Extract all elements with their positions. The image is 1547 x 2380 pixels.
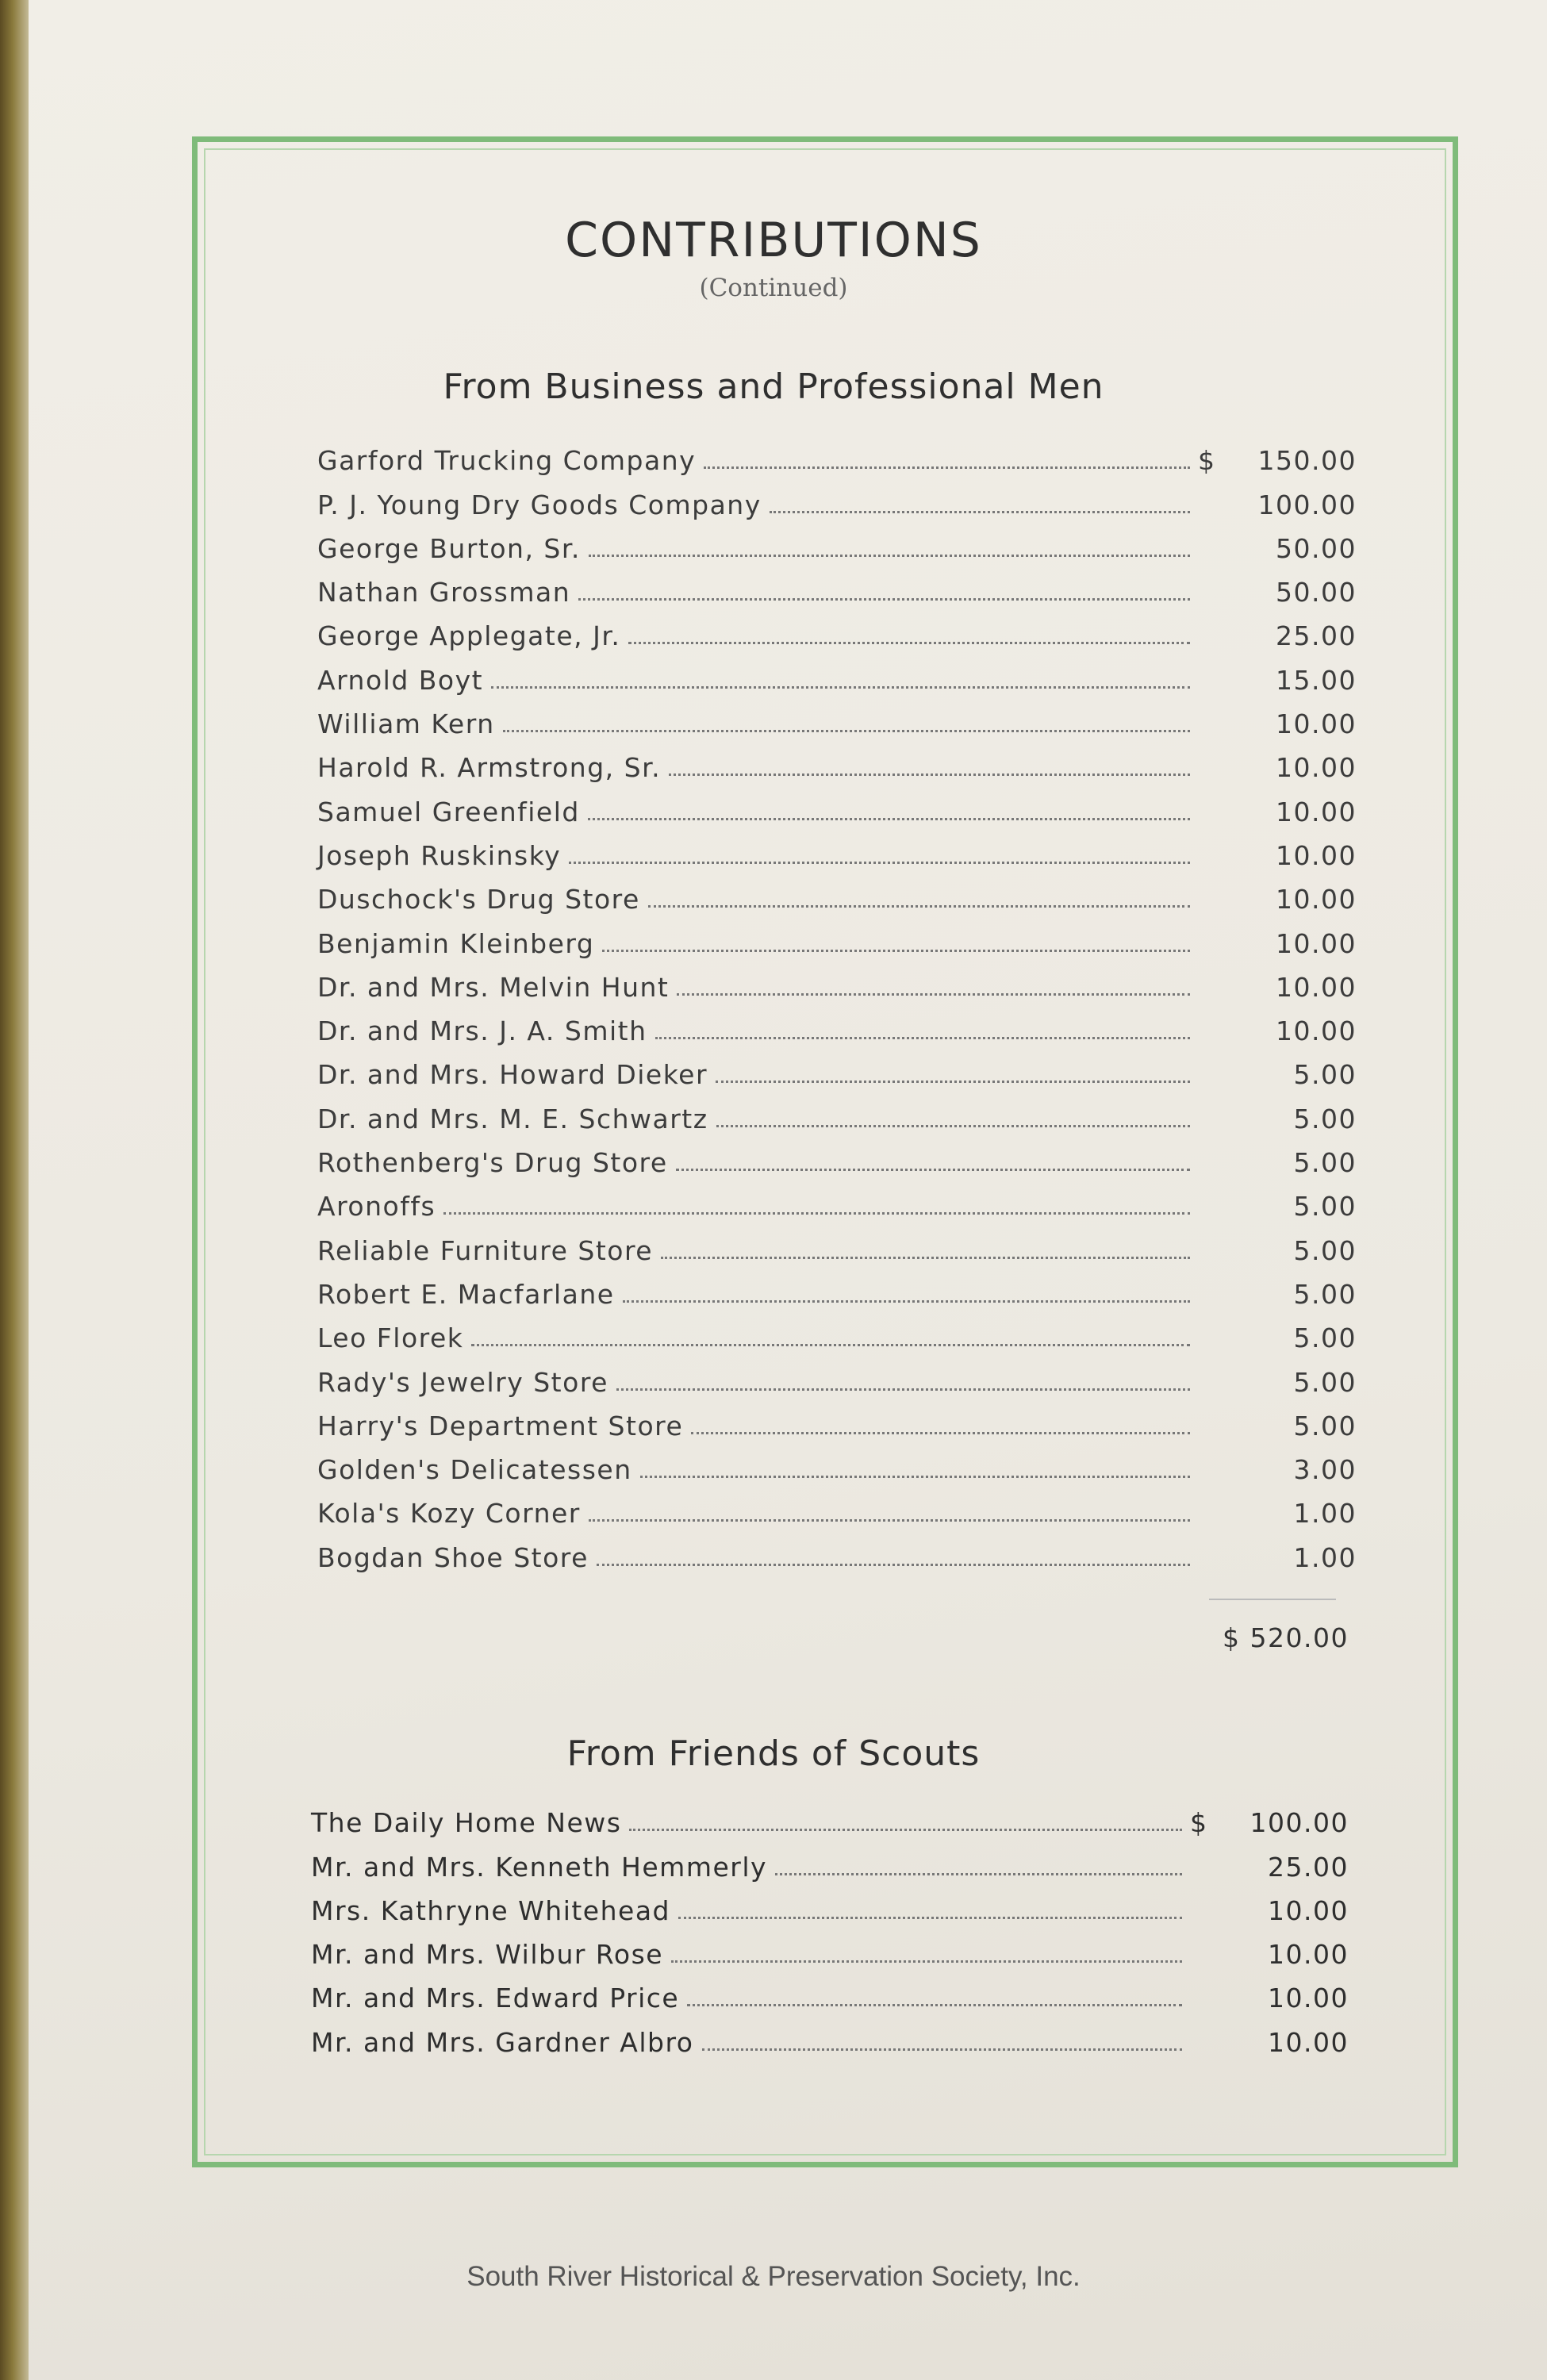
amount-value: 15.00 bbox=[1276, 664, 1357, 696]
amount-value: 10.00 bbox=[1276, 752, 1357, 784]
contribution-row bbox=[317, 1441, 1357, 1485]
contributor-name: Rady's Jewelry Store bbox=[317, 1366, 608, 1398]
dot-leader bbox=[661, 1257, 1190, 1259]
currency-sign bbox=[1198, 1147, 1222, 1178]
dot-leader bbox=[671, 1960, 1182, 1963]
contribution-amount bbox=[1190, 1807, 1349, 1838]
page-subtitle: (Continued) bbox=[699, 274, 848, 302]
contribution-row bbox=[311, 1838, 1349, 1882]
contributor-name: Golden's Delicatessen bbox=[317, 1454, 632, 1486]
amount-value: 3.00 bbox=[1293, 1454, 1357, 1486]
currency-sign bbox=[1198, 1059, 1222, 1090]
amount-value: 1.00 bbox=[1293, 1498, 1357, 1530]
amount-value: 5.00 bbox=[1293, 1234, 1357, 1266]
amount-value: 100.00 bbox=[1257, 489, 1357, 520]
amount-value: 10.00 bbox=[1276, 708, 1357, 740]
dot-leader bbox=[655, 1037, 1190, 1039]
currency-sign bbox=[1198, 1411, 1222, 1441]
contribution-row bbox=[317, 1353, 1357, 1397]
dot-leader bbox=[589, 555, 1190, 557]
contributor-name: Arnold Boyt bbox=[317, 664, 484, 696]
currency-sign bbox=[1198, 489, 1222, 520]
amount-value: 10.00 bbox=[1276, 839, 1357, 871]
dot-leader bbox=[578, 598, 1190, 601]
contribution-row bbox=[311, 2013, 1349, 2057]
dot-leader bbox=[623, 1300, 1190, 1303]
contribution-amount bbox=[1198, 533, 1357, 564]
amount-value: 5.00 bbox=[1293, 1410, 1357, 1441]
amount-value: 1.00 bbox=[1293, 1541, 1357, 1573]
dot-leader bbox=[443, 1212, 1190, 1215]
business-contribution-list bbox=[317, 432, 1357, 1573]
currency-sign bbox=[1198, 1235, 1222, 1266]
contributor-name: Mr. and Mrs. Wilbur Rose bbox=[311, 1939, 664, 1971]
amount-value: 25.00 bbox=[1276, 620, 1357, 652]
contribution-amount bbox=[1198, 1235, 1357, 1266]
contribution-row bbox=[317, 915, 1357, 958]
contribution-row bbox=[311, 1926, 1349, 1970]
contributor-name: Dr. and Mrs. J. A. Smith bbox=[317, 1015, 647, 1047]
contributor-name: William Kern bbox=[317, 708, 495, 740]
dot-leader bbox=[640, 1476, 1190, 1478]
contributor-name: Harold R. Armstrong, Sr. bbox=[317, 752, 662, 784]
contribution-amount bbox=[1198, 884, 1357, 915]
contribution-row bbox=[317, 1178, 1357, 1222]
contribution-row bbox=[317, 608, 1357, 651]
dot-leader bbox=[471, 1344, 1190, 1346]
contribution-amount bbox=[1198, 577, 1357, 608]
contribution-row bbox=[317, 564, 1357, 608]
amount-value: 10.00 bbox=[1276, 1015, 1357, 1047]
amount-value: 50.00 bbox=[1276, 577, 1357, 608]
currency-sign bbox=[1190, 2027, 1214, 2058]
currency-sign bbox=[1198, 1367, 1222, 1398]
dot-leader bbox=[702, 2048, 1182, 2051]
contribution-amount bbox=[1198, 1104, 1357, 1134]
contributor-name: P. J. Young Dry Goods Company bbox=[317, 489, 762, 520]
contribution-row bbox=[317, 520, 1357, 564]
contribution-row bbox=[317, 651, 1357, 695]
contributor-name: Dr. and Mrs. M. E. Schwartz bbox=[317, 1103, 708, 1134]
dot-leader bbox=[602, 950, 1190, 952]
total-divider bbox=[1209, 1599, 1336, 1600]
contributor-name: Dr. and Mrs. Howard Dieker bbox=[317, 1059, 708, 1091]
contribution-amount bbox=[1198, 1411, 1357, 1441]
currency-sign bbox=[1190, 1895, 1214, 1926]
currency-sign bbox=[1198, 752, 1222, 783]
contribution-amount bbox=[1198, 1147, 1357, 1178]
dot-leader bbox=[503, 730, 1190, 732]
dot-leader bbox=[629, 1829, 1182, 1831]
contribution-amount bbox=[1198, 752, 1357, 783]
contribution-amount bbox=[1190, 2027, 1349, 2058]
dot-leader bbox=[628, 642, 1190, 644]
contribution-amount bbox=[1190, 1852, 1349, 1883]
dot-leader bbox=[491, 686, 1190, 689]
currency-sign bbox=[1198, 1104, 1222, 1134]
amount-value: 5.00 bbox=[1293, 1322, 1357, 1354]
contribution-amount bbox=[1198, 797, 1357, 827]
contribution-amount bbox=[1198, 1279, 1357, 1310]
contribution-amount bbox=[1190, 1895, 1349, 1926]
amount-value: 10.00 bbox=[1268, 1894, 1349, 1926]
dot-leader bbox=[589, 1519, 1190, 1522]
contribution-amount bbox=[1198, 928, 1357, 959]
contribution-row bbox=[317, 827, 1357, 871]
contribution-amount bbox=[1198, 972, 1357, 1003]
contribution-row bbox=[317, 739, 1357, 783]
amount-value: 5.00 bbox=[1293, 1366, 1357, 1398]
currency-sign bbox=[1190, 1939, 1214, 1970]
friends-contribution-list bbox=[311, 1795, 1349, 2058]
currency-sign bbox=[1198, 1191, 1222, 1222]
contribution-amount bbox=[1198, 1498, 1357, 1529]
contribution-row bbox=[317, 476, 1357, 520]
contribution-row bbox=[317, 1090, 1357, 1134]
contributor-name: Rothenberg's Drug Store bbox=[317, 1147, 668, 1179]
dot-leader bbox=[716, 1125, 1190, 1127]
contribution-row bbox=[311, 1795, 1349, 1838]
contributor-name: Leo Florek bbox=[317, 1322, 464, 1354]
contribution-amount bbox=[1198, 445, 1357, 476]
business-total: $ 520.00 bbox=[1223, 1622, 1349, 1653]
dot-leader bbox=[597, 1564, 1190, 1566]
friends-section-heading: From Friends of Scouts bbox=[566, 1733, 981, 1774]
dot-leader bbox=[770, 511, 1190, 513]
contribution-amount bbox=[1198, 708, 1357, 739]
contribution-amount bbox=[1190, 1939, 1349, 1970]
currency-sign bbox=[1198, 840, 1222, 871]
contributor-name: Nathan Grossman bbox=[317, 577, 571, 608]
contribution-amount bbox=[1198, 1322, 1357, 1353]
contributor-name: The Daily Home News bbox=[311, 1807, 622, 1839]
amount-value: 5.00 bbox=[1293, 1147, 1357, 1179]
contributor-name: Benjamin Kleinberg bbox=[317, 927, 595, 959]
contributor-name: Mr. and Mrs. Edward Price bbox=[311, 1983, 680, 2014]
contributor-name: Reliable Furniture Store bbox=[317, 1234, 654, 1266]
currency-sign bbox=[1190, 1852, 1214, 1883]
dot-leader bbox=[676, 1169, 1190, 1171]
contributor-name: Harry's Department Store bbox=[317, 1410, 684, 1441]
contribution-row bbox=[317, 1134, 1357, 1178]
currency-sign bbox=[1198, 1015, 1222, 1046]
contribution-row bbox=[317, 1266, 1357, 1310]
contribution-amount bbox=[1190, 1983, 1349, 2013]
contributor-name: Dr. and Mrs. Melvin Hunt bbox=[317, 971, 670, 1003]
contribution-row bbox=[317, 1310, 1357, 1353]
dot-leader bbox=[775, 1873, 1182, 1875]
amount-value: 5.00 bbox=[1293, 1103, 1357, 1134]
contribution-row bbox=[317, 959, 1357, 1003]
currency-sign bbox=[1190, 1983, 1214, 2013]
currency-sign bbox=[1198, 1542, 1222, 1573]
dot-leader bbox=[588, 818, 1190, 820]
contribution-row bbox=[317, 1046, 1357, 1090]
contributor-name: Garford Trucking Company bbox=[317, 445, 697, 477]
currency-sign: $ bbox=[1190, 1807, 1208, 1839]
contribution-amount bbox=[1198, 1015, 1357, 1046]
amount-value: 5.00 bbox=[1293, 1278, 1357, 1310]
contributor-name: Samuel Greenfield bbox=[317, 796, 580, 827]
page-title: CONTRIBUTIONS bbox=[565, 213, 982, 268]
contributor-name: Mr. and Mrs. Kenneth Hemmerly bbox=[311, 1851, 768, 1883]
currency-sign bbox=[1198, 533, 1222, 564]
dot-leader bbox=[687, 2004, 1182, 2006]
dot-leader bbox=[678, 1917, 1182, 1919]
contribution-row bbox=[311, 1970, 1349, 2013]
currency-sign bbox=[1198, 1322, 1222, 1353]
contribution-row bbox=[317, 1529, 1357, 1572]
currency-sign bbox=[1198, 884, 1222, 915]
contributor-name: George Burton, Sr. bbox=[317, 532, 581, 564]
contribution-amount bbox=[1198, 1542, 1357, 1573]
contribution-row bbox=[317, 783, 1357, 827]
contributor-name: Aronoffs bbox=[317, 1191, 436, 1223]
dot-leader bbox=[691, 1432, 1190, 1434]
contributor-name: Robert E. Macfarlane bbox=[317, 1278, 615, 1310]
currency-sign bbox=[1198, 1279, 1222, 1310]
amount-value: 10.00 bbox=[1276, 971, 1357, 1003]
dot-leader bbox=[648, 905, 1190, 908]
business-section-heading: From Business and Professional Men bbox=[443, 367, 1104, 407]
amount-value: 10.00 bbox=[1276, 796, 1357, 827]
contributor-name: Kola's Kozy Corner bbox=[317, 1498, 581, 1530]
amount-value: 10.00 bbox=[1268, 1939, 1349, 1971]
contributor-name: Joseph Ruskinsky bbox=[317, 839, 562, 871]
contributor-name: Mr. and Mrs. Gardner Albro bbox=[311, 2026, 694, 2058]
amount-value: 25.00 bbox=[1268, 1851, 1349, 1883]
contribution-amount bbox=[1198, 489, 1357, 520]
currency-sign bbox=[1198, 928, 1222, 959]
amount-value: 10.00 bbox=[1276, 927, 1357, 959]
contribution-row bbox=[317, 1485, 1357, 1529]
currency-sign: $ bbox=[1198, 445, 1216, 477]
amount-value: 100.00 bbox=[1250, 1807, 1349, 1839]
contribution-amount bbox=[1198, 840, 1357, 871]
currency-sign bbox=[1198, 1454, 1222, 1485]
contribution-amount bbox=[1198, 1059, 1357, 1090]
currency-sign bbox=[1198, 665, 1222, 696]
currency-sign bbox=[1198, 797, 1222, 827]
currency-sign bbox=[1198, 577, 1222, 608]
footer-credit: South River Historical & Preservation Society, Inc. bbox=[466, 2261, 1081, 2292]
contribution-amount bbox=[1198, 1454, 1357, 1485]
contribution-amount bbox=[1198, 1191, 1357, 1222]
contribution-row bbox=[317, 432, 1357, 476]
contribution-amount bbox=[1198, 1367, 1357, 1398]
dot-leader bbox=[616, 1388, 1190, 1391]
currency-sign bbox=[1198, 708, 1222, 739]
contribution-row bbox=[317, 1003, 1357, 1046]
dot-leader bbox=[569, 862, 1190, 864]
currency-sign bbox=[1198, 1498, 1222, 1529]
currency-sign bbox=[1198, 620, 1222, 651]
contributor-name: Mrs. Kathryne Whitehead bbox=[311, 1894, 670, 1926]
dot-leader bbox=[716, 1081, 1190, 1083]
contribution-amount bbox=[1198, 620, 1357, 651]
contribution-row bbox=[317, 871, 1357, 915]
contribution-row bbox=[317, 696, 1357, 739]
contribution-amount bbox=[1198, 665, 1357, 696]
amount-value: 10.00 bbox=[1268, 1983, 1349, 2014]
dot-leader bbox=[704, 466, 1190, 469]
amount-value: 150.00 bbox=[1257, 445, 1357, 477]
amount-value: 5.00 bbox=[1293, 1059, 1357, 1091]
contributor-name: Bogdan Shoe Store bbox=[317, 1541, 589, 1573]
contribution-row bbox=[311, 1883, 1349, 1926]
amount-value: 50.00 bbox=[1276, 532, 1357, 564]
contribution-row bbox=[317, 1222, 1357, 1265]
contributor-name: George Applegate, Jr. bbox=[317, 620, 621, 652]
book-spine-edge bbox=[0, 0, 32, 2380]
contribution-row bbox=[317, 1398, 1357, 1441]
dot-leader bbox=[677, 993, 1190, 996]
dot-leader bbox=[669, 774, 1190, 776]
amount-value: 5.00 bbox=[1293, 1191, 1357, 1223]
currency-sign bbox=[1198, 972, 1222, 1003]
contributor-name: Duschock's Drug Store bbox=[317, 884, 640, 916]
amount-value: 10.00 bbox=[1268, 2026, 1349, 2058]
amount-value: 10.00 bbox=[1276, 884, 1357, 916]
